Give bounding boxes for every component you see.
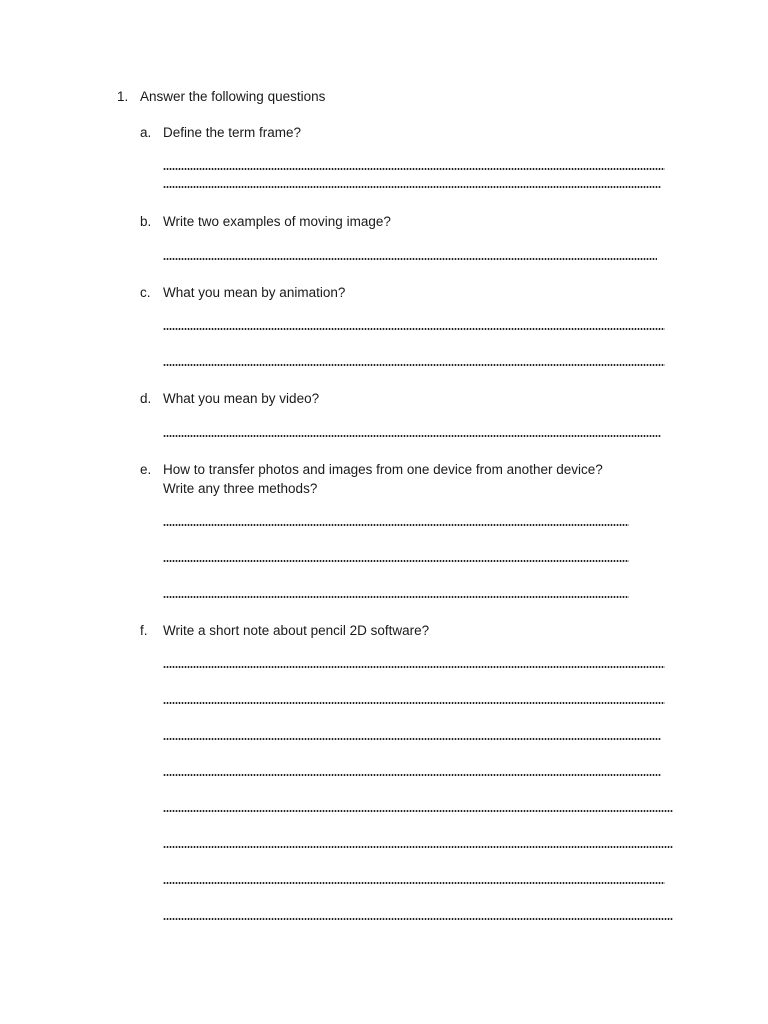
answer-line[interactable]: [163, 256, 657, 262]
question-f-letter: f.: [140, 623, 148, 638]
question-c-letter: c.: [140, 285, 151, 300]
question-number: 1.: [117, 89, 129, 104]
question-f-text: Write a short note about pencil 2D software?: [163, 623, 430, 638]
question-e-letter: e.: [140, 462, 152, 477]
answer-line[interactable]: [163, 166, 665, 172]
answer-line[interactable]: [163, 700, 665, 706]
answer-line[interactable]: [163, 736, 661, 742]
question-a-text: Define the term frame?: [163, 125, 302, 140]
answer-line[interactable]: [163, 844, 673, 850]
answer-line[interactable]: [163, 594, 629, 600]
answer-line[interactable]: [163, 522, 629, 528]
question-c-text: What you mean by animation?: [163, 285, 346, 300]
question-e-text-line-1: How to transfer photos and images from one device from another device?: [163, 462, 603, 477]
question-e-text-line-2: Write any three methods?: [163, 481, 318, 496]
answer-line[interactable]: [163, 772, 661, 778]
question-d-text: What you mean by video?: [163, 391, 320, 406]
answer-line[interactable]: [163, 362, 665, 368]
question-b-text: Write two examples of moving image?: [163, 214, 391, 229]
answer-line[interactable]: [163, 916, 673, 922]
answer-line[interactable]: [163, 326, 665, 332]
question-d-letter: d.: [140, 391, 152, 406]
answer-line[interactable]: [163, 664, 665, 670]
answer-line[interactable]: [163, 880, 665, 886]
question-a-letter: a.: [140, 125, 152, 140]
answer-line[interactable]: [163, 433, 661, 439]
answer-line[interactable]: [163, 558, 629, 564]
question-b-letter: b.: [140, 214, 152, 229]
answer-line[interactable]: [163, 808, 673, 814]
answer-line[interactable]: [163, 184, 661, 190]
section-heading: Answer the following questions: [140, 89, 326, 104]
